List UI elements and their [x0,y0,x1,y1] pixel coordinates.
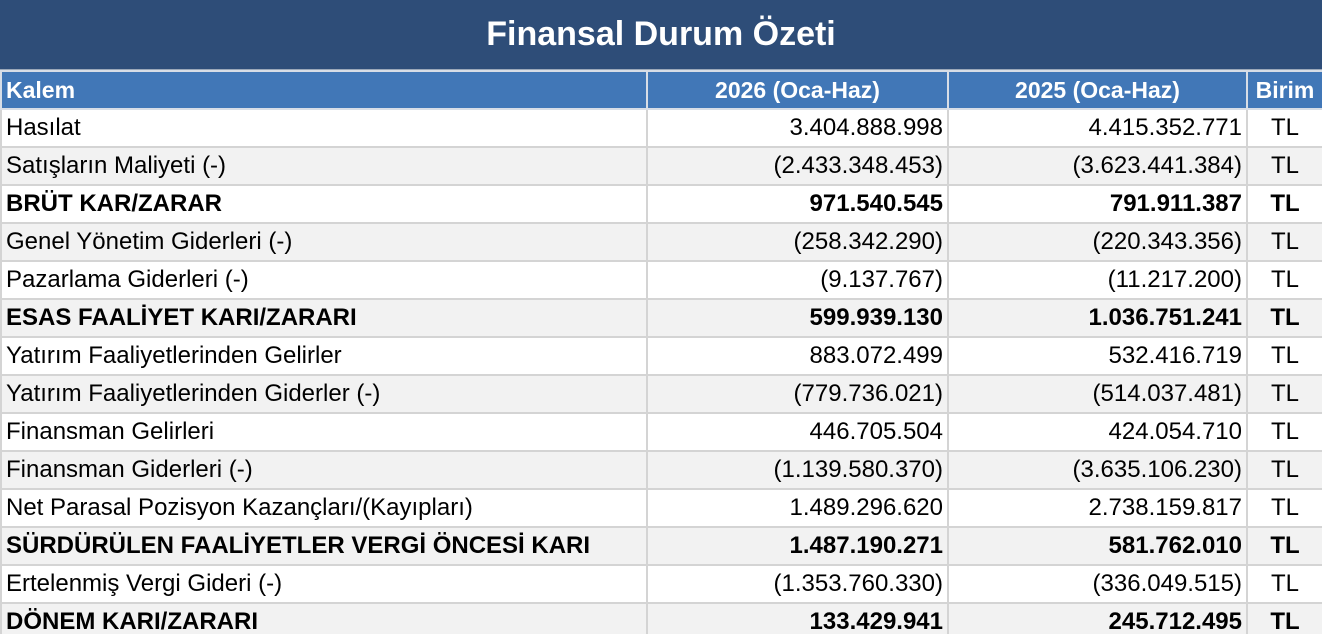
row-value-2026: (9.137.767) [647,261,948,299]
table-row [1,489,1322,527]
row-value-2026: 883.072.499 [647,337,948,375]
row-unit: TL [1247,261,1322,299]
row-unit: TL [1247,337,1322,375]
row-value-2026: 446.705.504 [647,413,948,451]
row-value-2025: 245.712.495 [948,603,1247,634]
table-row [1,527,1322,565]
row-label: Hasılat [1,109,647,147]
row-unit: TL [1247,147,1322,185]
row-unit: TL [1247,223,1322,261]
row-value-2025: (220.343.356) [948,223,1247,261]
table-row [1,375,1322,413]
row-value-2026: (258.342.290) [647,223,948,261]
row-label: DÖNEM KARI/ZARARI [1,603,647,634]
row-unit: TL [1247,527,1322,565]
row-value-2026: (1.139.580.370) [647,451,948,489]
row-label: Yatırım Faaliyetlerinden Gelirler [1,337,647,375]
table-row [1,185,1322,223]
table-row [1,109,1322,147]
row-value-2026: 971.540.545 [647,185,948,223]
header-row [1,71,1322,109]
row-label: Yatırım Faaliyetlerinden Giderler (-) [1,375,647,413]
row-value-2026: (779.736.021) [647,375,948,413]
row-value-2025: 1.036.751.241 [948,299,1247,337]
row-value-2026: (2.433.348.453) [647,147,948,185]
row-value-2025: 424.054.710 [948,413,1247,451]
row-value-2025: (336.049.515) [948,565,1247,603]
row-label: Satışların Maliyeti (-) [1,147,647,185]
row-value-2026: 1.487.190.271 [647,527,948,565]
row-value-2026: 3.404.888.998 [647,109,948,147]
row-label: Finansman Gelirleri [1,413,647,451]
row-label: Pazarlama Giderleri (-) [1,261,647,299]
table-row [1,413,1322,451]
table-row [1,299,1322,337]
financial-table [0,70,1322,634]
row-unit: TL [1247,489,1322,527]
row-value-2025: 791.911.387 [948,185,1247,223]
row-label: ESAS FAALİYET KARI/ZARARI [1,299,647,337]
row-label: Ertelenmiş Vergi Gideri (-) [1,565,647,603]
row-value-2025: (3.635.106.230) [948,451,1247,489]
table-row [1,565,1322,603]
table-body [1,109,1322,634]
row-unit: TL [1247,185,1322,223]
table-row [1,337,1322,375]
row-unit: TL [1247,413,1322,451]
table-row [1,261,1322,299]
row-label: Genel Yönetim Giderleri (-) [1,223,647,261]
row-value-2025: (3.623.441.384) [948,147,1247,185]
row-value-2026: 1.489.296.620 [647,489,948,527]
row-value-2025: 4.415.352.771 [948,109,1247,147]
header-2025: 2025 (Oca-Haz) [948,71,1247,109]
header-item: Kalem [1,71,647,109]
row-value-2025: 581.762.010 [948,527,1247,565]
row-value-2026: (1.353.760.330) [647,565,948,603]
header-2026: 2026 (Oca-Haz) [647,71,948,109]
table-row [1,147,1322,185]
row-unit: TL [1247,451,1322,489]
row-value-2025: (514.037.481) [948,375,1247,413]
table-row [1,603,1322,634]
page-title: Finansal Durum Özeti [0,0,1322,70]
row-label: BRÜT KAR/ZARAR [1,185,647,223]
header-unit: Birim [1247,71,1322,109]
row-value-2026: 599.939.130 [647,299,948,337]
row-label: Finansman Giderleri (-) [1,451,647,489]
row-unit: TL [1247,603,1322,634]
row-value-2025: (11.217.200) [948,261,1247,299]
row-label: Net Parasal Pozisyon Kazançları/(Kayıpları) [1,489,647,527]
row-unit: TL [1247,375,1322,413]
table-header [1,71,1322,109]
row-unit: TL [1247,565,1322,603]
row-value-2025: 2.738.159.817 [948,489,1247,527]
table-row [1,223,1322,261]
row-unit: TL [1247,299,1322,337]
table-row [1,451,1322,489]
row-label: SÜRDÜRÜLEN FAALİYETLER VERGİ ÖNCESİ KARI [1,527,647,565]
row-unit: TL [1247,109,1322,147]
row-value-2025: 532.416.719 [948,337,1247,375]
row-value-2026: 133.429.941 [647,603,948,634]
